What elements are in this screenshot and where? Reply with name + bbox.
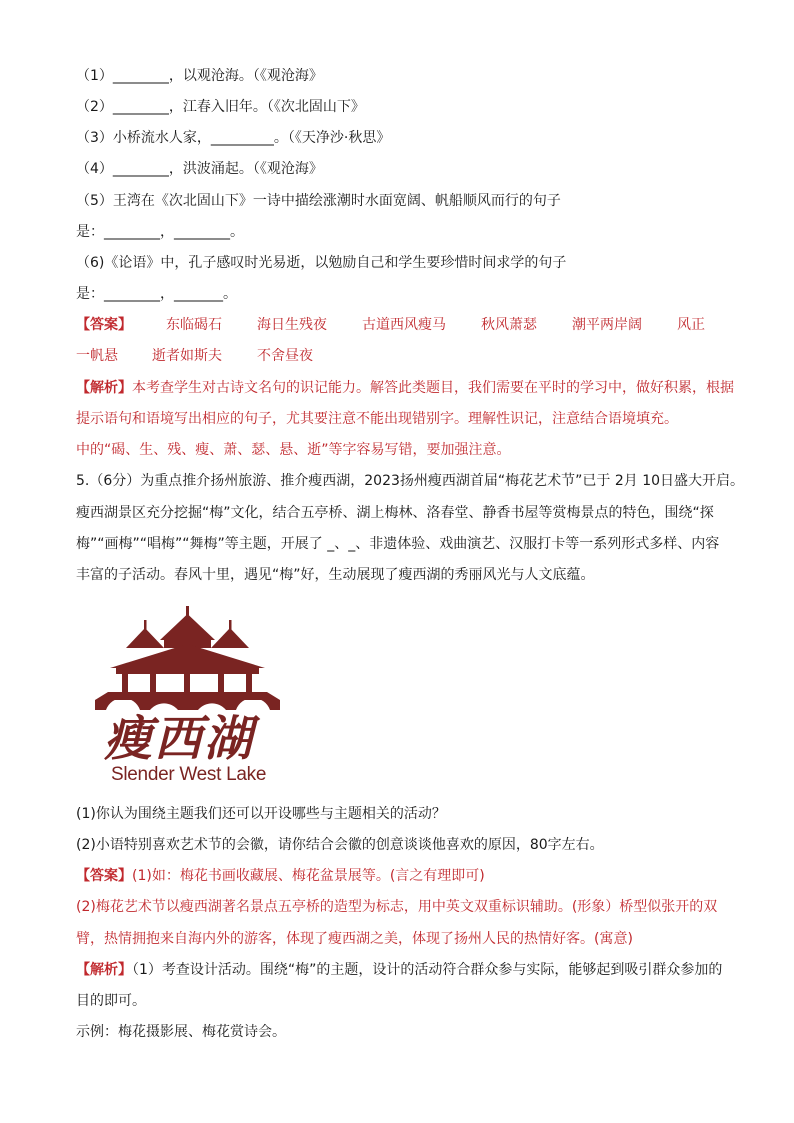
question-5-line2: 是：________，________。 [76,224,244,240]
question-5-line1: （5）王湾在《次北固山下》一诗中描绘涨潮时水面宽阔、帆船顺风而行的句子 [76,193,561,209]
answer-text: (1)如：梅花书画收藏展、梅花盆景展等。(言之有理即可) [132,868,485,884]
question-6-line1: （6)《论语》中，孔子感叹时光易逝，以勉励自己和学生要珍惜时间求学的句子 [76,255,567,271]
analysis-2-line3: 示例：梅花摄影展、梅花赏诗会。 [76,1024,286,1040]
logo-english-text: Slender West Lake [111,764,267,785]
answer-item: 潮平两岸阔 [572,317,642,333]
q5-stem-line3: 梅”“画梅”“唱梅”“舞梅”等主题，开展了 _、_、非遗体验、戏曲演艺、汉服打卡等一系列形式多样、内容 [76,536,720,552]
answer-item: 一帆悬 [76,348,118,364]
analysis-text: （1）考查设计活动。围绕“梅”的主题，设计的活动符合群众参与实际，能够起到吸引群众参加的 [132,962,723,978]
subquestion-2: (2)小语特别喜欢艺术节的会徽，请你结合会徽的创意谈谈他喜欢的原因，80字左右。 [76,837,604,853]
answer-item: 海日生残夜 [257,317,327,333]
answer-item: 古道西风瘦马 [362,317,446,333]
question-2: （2）________，江春入旧年。（《次北固山下》 [76,99,365,115]
answer-item: 逝者如斯夫 [152,348,222,364]
analysis-1-line3: 中的“碣、生、残、瘦、萧、瑟、悬、逝”等字容易写错，要加强注意。 [76,442,511,458]
answer-2-line2: (2)梅花艺术节以瘦西湖著名景点五亭桥的造型为标志，用中英文双重标识辅助。(形象）桥型似张开的双 [76,899,718,915]
answer-item: 秋风萧瑟 [481,317,537,333]
q5-stem-line2: 瘦西湖景区充分挖掘“梅”文化，结合五亭桥、湖上梅林、洛春堂、静香书屋等赏梅景点的特色，围绕“探 [76,505,714,521]
analysis-text: 本考查学生对古诗文名句的识记能力。解答此类题目，我们需要在平时的学习中，做好积累，根据 [132,380,734,396]
question-4: （4）________，洪波涌起。（《观沧海》 [76,161,323,177]
answer-tag: 【答案】 [76,868,132,884]
q5-stem-line1: 5.（6分）为重点推介扬州旅游、推介瘦西湖，2023扬州瘦西湖首届“梅花艺术节”已于 2月 10日盛大开启。 [76,473,745,489]
answer-item: 风正 [677,317,705,333]
analysis-tag: 【解析】 [76,962,132,978]
answer-tag: 【答案】 [76,317,132,333]
analysis-1-line1 [76,378,734,398]
answer-2-line3: 臂，热情拥抱来自海内外的游客，体现了瘦西湖之美，体现了扬州人民的热情好客。(寓意) [76,931,633,947]
answer-item: 东临碣石 [166,317,222,333]
analysis-2-line2: 目的即可。 [76,993,146,1009]
analysis-1-line2: 提示语句和语境写出相应的句子，尤其要注意不能出现错别字。理解性识记，注意结合语境填充。 [76,411,678,427]
question-6-line2: 是：________，_______。 [76,286,237,302]
q5-stem-line4: 丰富的子活动。春风十里，遇见“梅”好，生动展现了瘦西湖的秀丽风光与人文底蕴。 [76,567,595,583]
analysis-2-line1 [76,960,722,980]
question-3: （3）小桥流水人家，_________。（《天净沙·秋思》 [76,130,391,146]
subquestion-1: (1)你认为围绕主题我们还可以开设哪些与主题相关的活动？ [76,806,446,822]
logo-chinese-text: 瘦西湖 [104,711,255,767]
answer-2-line1 [76,866,485,886]
question-1: （1）________，以观沧海。（《观沧海》 [76,68,323,84]
answer-item: 不舍昼夜 [257,348,313,364]
analysis-tag: 【解析】 [76,380,132,396]
